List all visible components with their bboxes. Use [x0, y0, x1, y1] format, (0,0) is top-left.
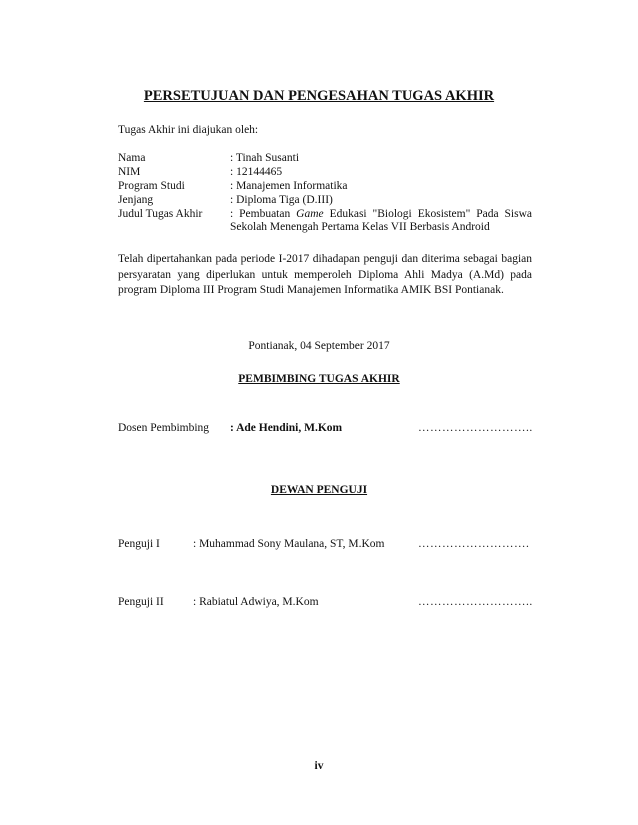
pembimbing-name: : Ade Hendini, M.Kom [230, 422, 343, 434]
pembimbing-heading: PEMBIMBING TUGAS AKHIR [238, 373, 400, 385]
pembimbing-label: Dosen Pembimbing [118, 422, 210, 434]
page-number: iv [314, 760, 324, 772]
nama-value: : Tinah Susanti [230, 152, 300, 164]
penguji1-name: : Muhammad Sony Maulana, ST, M.Kom [193, 538, 385, 550]
judul-game-word: Game [296, 208, 324, 220]
nim-value: : 12144465 [230, 166, 283, 178]
penguji2-label: Penguji II [118, 596, 164, 608]
statement-paragraph: Telah dipertahankan pada periode I-2017 dihadapan penguji dan diterima sebagai bagian persyaratan yang diperlukan untuk memperoleh Diploma Ahli Madya (A.Md) pada program Diploma III Program Studi Manajemen Informatika AMIK BSI Pontianak. [118, 253, 532, 296]
jenjang-value: : Diploma Tiga (D.III) [230, 194, 333, 206]
judul-value [230, 208, 532, 234]
place-date: Pontianak, 04 September 2017 [248, 340, 390, 352]
dewan-heading: DEWAN PENGUJI [270, 484, 368, 496]
judul-rest: Edukasi "Biologi Ekosistem" Pada Siswa Sekolah Menengah Pertama Kelas VII Berbasis Android [230, 208, 532, 233]
pembimbing-signature-line: ……………………….. [418, 422, 533, 434]
intro-text: Tugas Akhir ini diajukan oleh: [118, 124, 259, 136]
penguji1-signature-line: ………………………. [418, 538, 530, 550]
prodi-label: Program Studi [118, 180, 185, 192]
judul-prefix: : Pembuatan [230, 208, 297, 220]
judul-label: Judul Tugas Akhir [118, 208, 203, 220]
nama-label: Nama [118, 152, 146, 164]
nim-label: NIM [118, 166, 141, 178]
jenjang-label: Jenjang [118, 194, 154, 206]
prodi-value: : Manajemen Informatika [230, 180, 348, 192]
penguji2-name: : Rabiatul Adwiya, M.Kom [193, 596, 319, 608]
document-title: PERSETUJUAN DAN PENGESAHAN TUGAS AKHIR [143, 88, 495, 104]
penguji2-signature-line: ……………………….. [418, 596, 533, 608]
penguji1-label: Penguji I [118, 538, 160, 550]
